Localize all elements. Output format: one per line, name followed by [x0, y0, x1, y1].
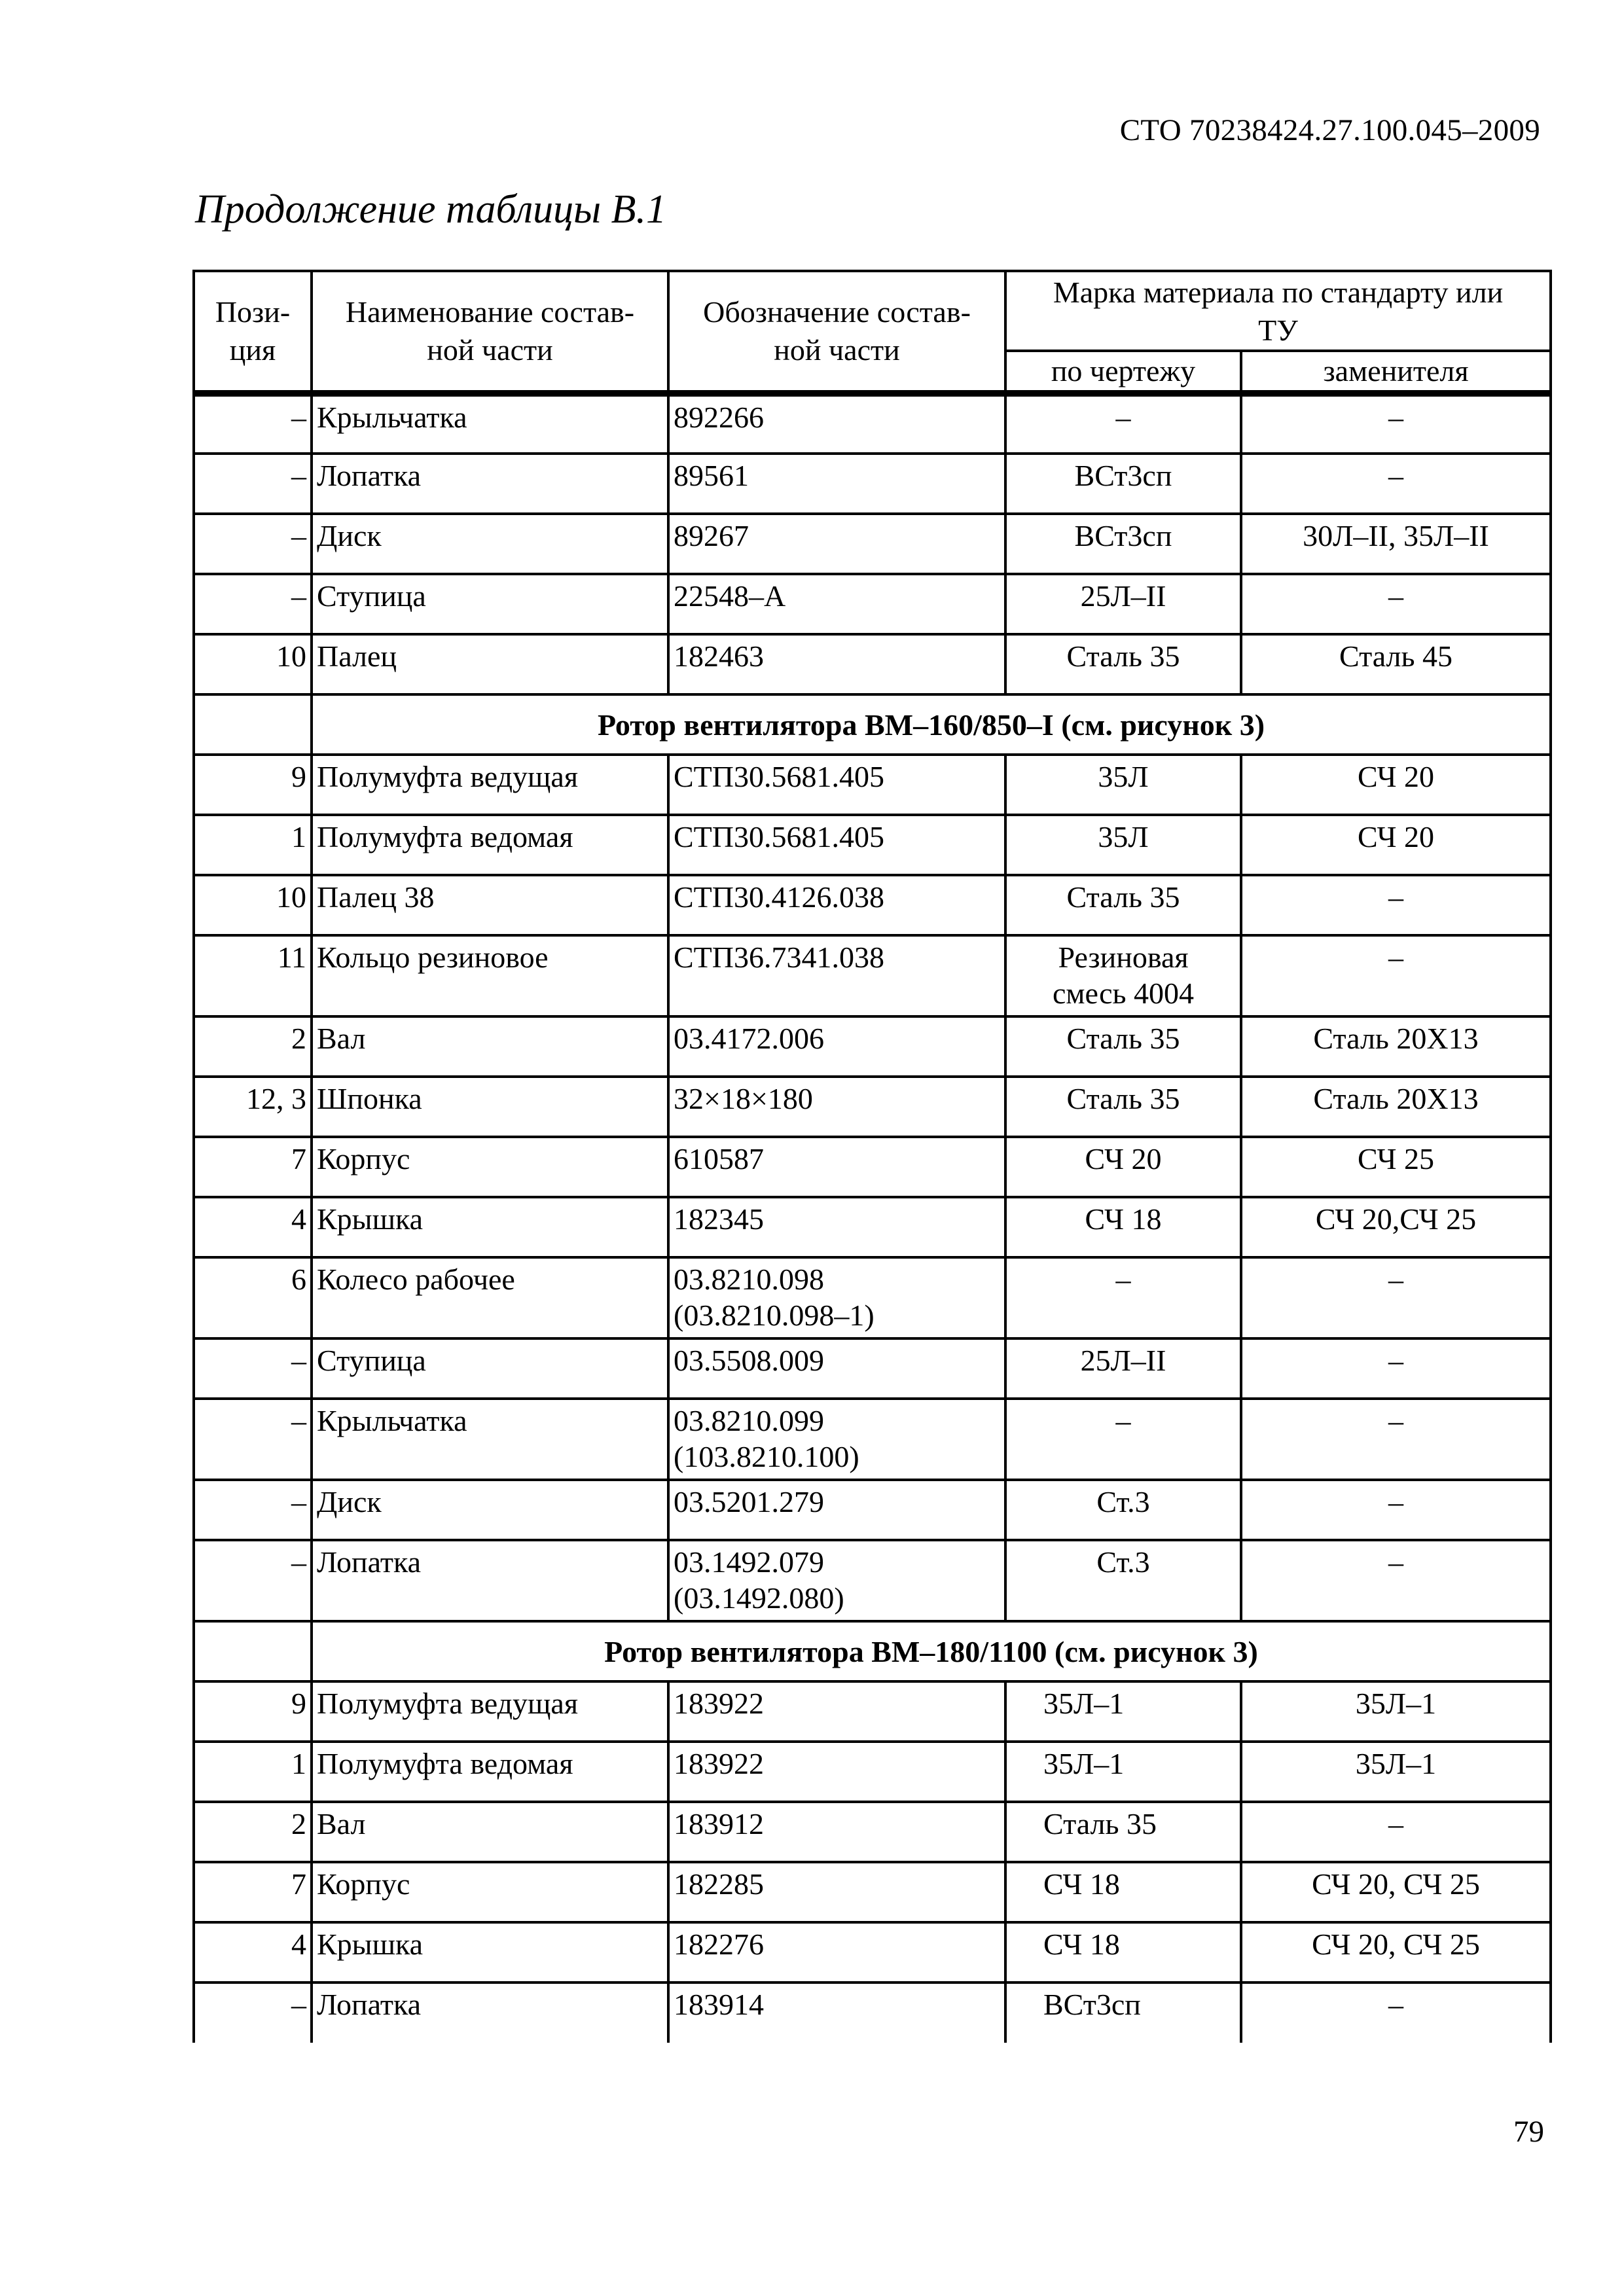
by-drawing-cell: СЧ 18: [1005, 1922, 1241, 1982]
by-drawing-cell: СЧ 20: [1005, 1137, 1241, 1197]
table-row: [194, 1338, 1551, 1399]
by-drawing-cell: –: [1005, 393, 1241, 454]
table-row: [194, 634, 1551, 694]
code-cell: 03.5201.279: [668, 1480, 1005, 1540]
table-row: [194, 454, 1551, 514]
code-cell: 183922: [668, 1742, 1005, 1802]
position-cell: –: [194, 393, 312, 454]
by-drawing-cell: ВСт3сп: [1005, 1982, 1241, 2043]
substitute-cell: –: [1241, 574, 1551, 634]
table-row: [194, 1922, 1551, 1982]
position-cell: 9: [194, 1681, 312, 1742]
code-cell: СТП30.5681.405: [668, 815, 1005, 875]
code-cell: 182345: [668, 1197, 1005, 1257]
code-cell: СТП30.4126.038: [668, 875, 1005, 935]
by-drawing-cell: Ст.3: [1005, 1540, 1241, 1621]
position-cell: 6: [194, 1257, 312, 1338]
name-cell: Кольцо резиновое: [312, 935, 668, 1016]
position-cell: –: [194, 1540, 312, 1621]
by-drawing-cell: Сталь 35: [1005, 1077, 1241, 1137]
substitute-cell: –: [1241, 1399, 1551, 1480]
code-cell: 89561: [668, 454, 1005, 514]
document-code: СТО 70238424.27.100.045–2009: [1119, 113, 1540, 147]
materials-table: [192, 270, 1552, 2043]
name-cell: Колесо рабочее: [312, 1257, 668, 1338]
position-cell: –: [194, 1480, 312, 1540]
code-cell: 182285: [668, 1862, 1005, 1922]
position-cell: 7: [194, 1862, 312, 1922]
table-row: [194, 1399, 1551, 1480]
section-pos-cell: [194, 694, 312, 755]
code-cell: 03.1492.079 (03.1492.080): [668, 1540, 1005, 1621]
substitute-cell: –: [1241, 1982, 1551, 2043]
name-cell: Лопатка: [312, 1982, 668, 2043]
name-cell: Ступица: [312, 574, 668, 634]
code-cell: 03.8210.099 (103.8210.100): [668, 1399, 1005, 1480]
table-row: [194, 1540, 1551, 1621]
code-cell: 183912: [668, 1802, 1005, 1862]
substitute-cell: –: [1241, 875, 1551, 935]
substitute-cell: Сталь 20Х13: [1241, 1077, 1551, 1137]
code-cell: 892266: [668, 393, 1005, 454]
header-material-group: Марка материала по стандарту или ТУ: [1005, 271, 1551, 351]
name-cell: Лопатка: [312, 454, 668, 514]
substitute-cell: СЧ 20: [1241, 755, 1551, 815]
position-cell: 9: [194, 755, 312, 815]
header-substitute: заменителя: [1241, 351, 1551, 393]
section-pos-cell: [194, 1621, 312, 1681]
by-drawing-cell: 25Л–II: [1005, 574, 1241, 634]
position-cell: 7: [194, 1137, 312, 1197]
name-cell: Палец: [312, 634, 668, 694]
by-drawing-cell: Сталь 35: [1005, 1016, 1241, 1077]
by-drawing-cell: 25Л–II: [1005, 1338, 1241, 1399]
by-drawing-cell: –: [1005, 1399, 1241, 1480]
name-cell: Полумуфта ведомая: [312, 815, 668, 875]
by-drawing-cell: –: [1005, 1257, 1241, 1338]
header-position: Пози- ция: [194, 271, 312, 393]
section-row: [194, 694, 1551, 755]
substitute-cell: СЧ 20, СЧ 25: [1241, 1922, 1551, 1982]
name-cell: Корпус: [312, 1137, 668, 1197]
code-cell: СТП36.7341.038: [668, 935, 1005, 1016]
substitute-cell: –: [1241, 1802, 1551, 1862]
table-row: [194, 815, 1551, 875]
name-cell: Корпус: [312, 1862, 668, 1922]
table-row: [194, 1982, 1551, 2043]
code-cell: 22548–А: [668, 574, 1005, 634]
table-row: [194, 574, 1551, 634]
table-row: [194, 1802, 1551, 1862]
code-cell: 182463: [668, 634, 1005, 694]
table-row: [194, 1016, 1551, 1077]
substitute-cell: СЧ 25: [1241, 1137, 1551, 1197]
table-row: [194, 755, 1551, 815]
code-cell: 182276: [668, 1922, 1005, 1982]
header-by-drawing: по чертежу: [1005, 351, 1241, 393]
table-row: [194, 1862, 1551, 1922]
position-cell: –: [194, 514, 312, 574]
position-cell: 4: [194, 1922, 312, 1982]
name-cell: Диск: [312, 514, 668, 574]
table-row: [194, 514, 1551, 574]
substitute-cell: СЧ 20,СЧ 25: [1241, 1197, 1551, 1257]
table-row: [194, 1197, 1551, 1257]
table-row: [194, 1742, 1551, 1802]
header-name: Наименование состав- ной части: [312, 271, 668, 393]
table-row: [194, 935, 1551, 1016]
substitute-cell: –: [1241, 454, 1551, 514]
by-drawing-cell: Сталь 35: [1005, 634, 1241, 694]
name-cell: Крыльчатка: [312, 1399, 668, 1480]
position-cell: 2: [194, 1016, 312, 1077]
table-row: [194, 1137, 1551, 1197]
by-drawing-cell: Резиновая смесь 4004: [1005, 935, 1241, 1016]
position-cell: 1: [194, 815, 312, 875]
substitute-cell: СЧ 20: [1241, 815, 1551, 875]
code-cell: 32×18×180: [668, 1077, 1005, 1137]
substitute-cell: –: [1241, 1257, 1551, 1338]
name-cell: Вал: [312, 1802, 668, 1862]
substitute-cell: –: [1241, 1338, 1551, 1399]
position-cell: –: [194, 1982, 312, 2043]
position-cell: 11: [194, 935, 312, 1016]
name-cell: Ступица: [312, 1338, 668, 1399]
table-row: [194, 1480, 1551, 1540]
name-cell: Лопатка: [312, 1540, 668, 1621]
name-cell: Диск: [312, 1480, 668, 1540]
by-drawing-cell: 35Л–1: [1005, 1742, 1241, 1802]
position-cell: 2: [194, 1802, 312, 1862]
table-row: [194, 393, 1551, 454]
position-cell: 12, 3: [194, 1077, 312, 1137]
code-cell: 89267: [668, 514, 1005, 574]
section-row: [194, 1621, 1551, 1681]
position-cell: –: [194, 454, 312, 514]
code-cell: 610587: [668, 1137, 1005, 1197]
name-cell: Вал: [312, 1016, 668, 1077]
header-code: Обозначение состав- ной части: [668, 271, 1005, 393]
by-drawing-cell: ВСт3сп: [1005, 454, 1241, 514]
materials-table-container: [192, 270, 1549, 2043]
name-cell: Крышка: [312, 1197, 668, 1257]
section-title: Ротор вентилятора ВМ–180/1100 (см. рисунок 3): [312, 1621, 1551, 1681]
position-cell: 10: [194, 875, 312, 935]
by-drawing-cell: ВСт3сп: [1005, 514, 1241, 574]
position-cell: –: [194, 574, 312, 634]
position-cell: 10: [194, 634, 312, 694]
position-cell: –: [194, 1338, 312, 1399]
substitute-cell: Сталь 45: [1241, 634, 1551, 694]
by-drawing-cell: СЧ 18: [1005, 1197, 1241, 1257]
code-cell: 03.8210.098 (03.8210.098–1): [668, 1257, 1005, 1338]
substitute-cell: 35Л–1: [1241, 1681, 1551, 1742]
name-cell: Крыльчатка: [312, 393, 668, 454]
position-cell: –: [194, 1399, 312, 1480]
by-drawing-cell: 35Л–1: [1005, 1681, 1241, 1742]
table-body: [194, 393, 1551, 2043]
by-drawing-cell: 35Л: [1005, 755, 1241, 815]
substitute-cell: СЧ 20, СЧ 25: [1241, 1862, 1551, 1922]
substitute-cell: 35Л–1: [1241, 1742, 1551, 1802]
name-cell: Полумуфта ведущая: [312, 755, 668, 815]
position-cell: 4: [194, 1197, 312, 1257]
name-cell: Полумуфта ведомая: [312, 1742, 668, 1802]
table-caption: Продолжение таблицы В.1: [195, 187, 667, 232]
substitute-cell: –: [1241, 935, 1551, 1016]
name-cell: Палец 38: [312, 875, 668, 935]
substitute-cell: 30Л–II, 35Л–II: [1241, 514, 1551, 574]
by-drawing-cell: СЧ 18: [1005, 1862, 1241, 1922]
by-drawing-cell: Сталь 35: [1005, 1802, 1241, 1862]
by-drawing-cell: Ст.3: [1005, 1480, 1241, 1540]
substitute-cell: Сталь 20Х13: [1241, 1016, 1551, 1077]
code-cell: 183914: [668, 1982, 1005, 2043]
name-cell: Шпонка: [312, 1077, 668, 1137]
name-cell: Полумуфта ведущая: [312, 1681, 668, 1742]
substitute-cell: –: [1241, 1540, 1551, 1621]
table-row: [194, 1257, 1551, 1338]
by-drawing-cell: Сталь 35: [1005, 875, 1241, 935]
table-row: [194, 1077, 1551, 1137]
code-cell: 03.4172.006: [668, 1016, 1005, 1077]
position-cell: 1: [194, 1742, 312, 1802]
code-cell: 183922: [668, 1681, 1005, 1742]
name-cell: Крышка: [312, 1922, 668, 1982]
table-row: [194, 875, 1551, 935]
by-drawing-cell: 35Л: [1005, 815, 1241, 875]
code-cell: СТП30.5681.405: [668, 755, 1005, 815]
substitute-cell: –: [1241, 1480, 1551, 1540]
code-cell: 03.5508.009: [668, 1338, 1005, 1399]
section-title: Ротор вентилятора ВМ–160/850–I (см. рисунок 3): [312, 694, 1551, 755]
substitute-cell: –: [1241, 393, 1551, 454]
page-number: 79: [1513, 2115, 1544, 2149]
table-row: [194, 1681, 1551, 1742]
